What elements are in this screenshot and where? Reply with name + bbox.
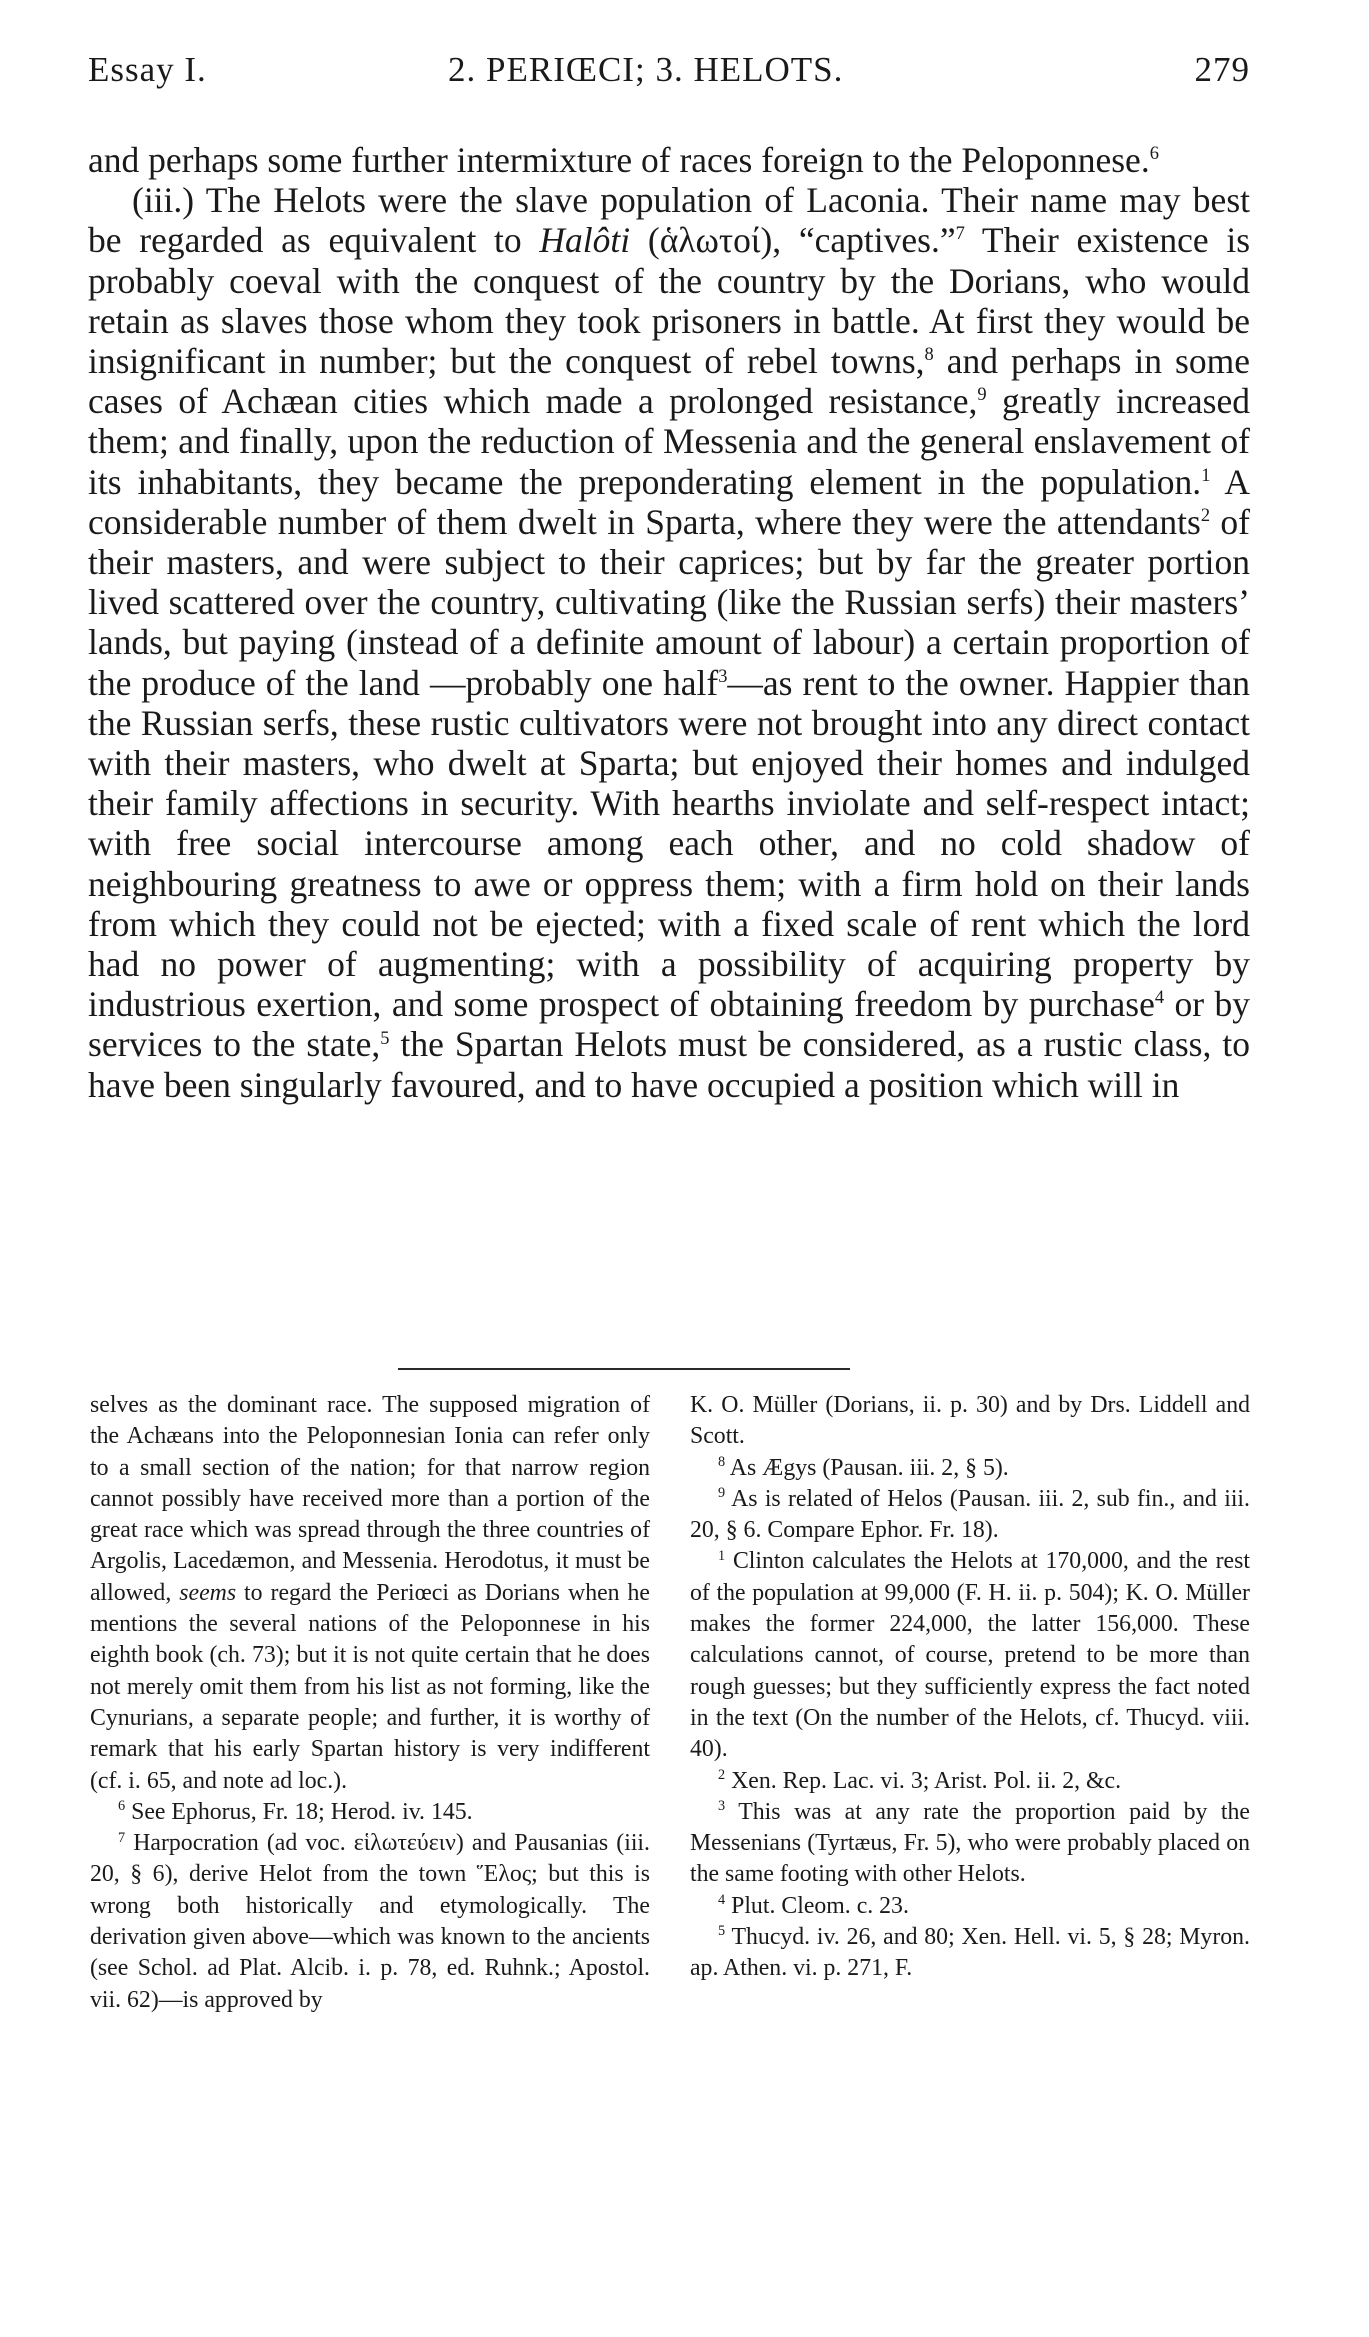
- footnote-ref: 3: [718, 665, 728, 686]
- footnote-5: $^5$ Thucyd. iv. 26, and 80; Xen. Hell. vi. 5, § 28; Myron. ap. Athen. vi. p. 271, F.: [690, 1923, 1250, 1982]
- footnote-ref: 7: [955, 223, 965, 244]
- term-haloti: Halôti: [539, 220, 631, 261]
- footnote-4: $^4$ Plut. Cleom. c. 23.: [718, 1892, 909, 1919]
- running-header: [88, 50, 1250, 98]
- footnote-continuation-right: K. O. Müller (Dorians, ii. p. 30) and by Drs. Liddell and Scott.: [690, 1392, 1250, 1450]
- footnote-ref: 1: [1201, 464, 1211, 485]
- essay-label: Essay I.: [88, 50, 207, 89]
- footnote-ref: 6: [1149, 143, 1159, 164]
- footnote-ref: 5: [380, 1027, 390, 1048]
- paragraph-helots: (iii.) The Helots were the slave population of Laconia. Their name may best be regarded as equivalent to Halôti (ἁλωτοί), “captives.”$^7$ Their existence is probably coeval with the conquest of the country by the Dorians, who would retain as slaves those whom they took prisoners in battle. At first they would be insignificant in number; but the conquest of rebel towns,$^8$ and perhaps in some cases of Achæan cities which made a prolonged resistance,$^9$ greatly increased them; and finally, upon the reduction of Messenia and the general enslavement of its inhabitants, they became the preponderating element in the population.$^1$ A considerable number of them dwelt in Sparta, where they were the attendants$^2$ of their masters, and were subject to their caprices; but by far the greater portion lived scattered over the country, cultivating (like the Russian serfs) their masters’ lands, but paying (instead of a definite amount of labour) a certain proportion of the produce of the land —probably one half$^3$—as rent to the owner. Happier than the Russian serfs, these rustic cultivators were not brought into any direct contact with their masters, who dwelt at Sparta; but enjoyed their homes and indulged their family affections in security. With hearths inviolate and self-respect intact; with free social intercourse among each other, and no cold shadow of neighbouring greatness to awe or oppress them; with a firm hold on their lands from which they could not be ejected; with a fixed scale of rent which the lord had no power of augmenting; with a possibility of acquiring property by industrious exertion, and some prospect of obtaining freedom by purchase$^4$ or by services to the state,$^5$ the Spartan Helots must be considered, as a rustic class, to have been singularly favoured, and to have occupied a position which will in: [88, 180, 1251, 1105]
- paragraph-continuation: and perhaps some further intermixture of races foreign to the Peloponnese.$^6$: [88, 140, 1159, 180]
- footnote-divider: [398, 1368, 850, 1370]
- footnote-2: $^2$ Xen. Rep. Lac. vi. 3; Arist. Pol. ii. 2, &c.: [718, 1767, 1122, 1794]
- footnote-7: $^7$ Harpocration (ad voc. εἱλωτεύειν) and Pausanias (iii. 20, § 6), derive Helot from the town Ἕλος; but this is wrong both historically and etymologically. The derivation given above—which was known to the ancients (see Schol. ad Plat. Alcib. i. p. 78, ed. Ruhnk.; Apostol. vii. 62)—is approved by: [90, 1829, 650, 2013]
- footnote-ref: 9: [977, 384, 987, 405]
- footnotes-right-column: [690, 1390, 1250, 1985]
- page-number: 279: [1194, 50, 1250, 89]
- section-title: 2. PERIŒCI; 3. HELOTS.: [448, 50, 844, 89]
- footnote-ref: 4: [1154, 987, 1165, 1008]
- footnote-ref: 2: [1200, 504, 1211, 525]
- footnote-8: $^8$ As Ægys (Pausan. iii. 2, § 5).: [718, 1454, 1009, 1481]
- footnote-3: $^3$ This was at any rate the proportion paid by the Messenians (Tyrtæus, Fr. 5), who were probably placed on the same footing with other Helots.: [690, 1798, 1250, 1888]
- main-text: [88, 140, 1250, 1105]
- footnotes-left-column: [90, 1390, 650, 2016]
- footnote-continuation: selves as the dominant race. The supposed migration of the Achæans into the Peloponnesian Ionia can refer only to a small section of the nation; for that narrow region cannot possibly have received more than a portion of the great race which was spread through the three countries of Argolis, Lacedæmon, and Messenia. Herodotus, it must be allowed, seems to regard the Periœci as Dorians when he mentions the several nations of the Peloponnese in his eighth book (ch. 73); but it is not quite certain that he does not merely omit them from his list as not forming, like the Cynurians, a separate people; and further, it is worthy of remark that his early Spartan history is very indifferent (cf. i. 65, and note ad loc.).: [90, 1392, 650, 1794]
- footnote-ref: 8: [924, 344, 934, 365]
- footnote-1: $^1$ Clinton calculates the Helots at 170,000, and the rest of the population at 99,000 (F. H. ii. p. 504); K. O. Müller makes the former 224,000, the latter 156,000. These calculations cannot, of course, pretend to be more than rough guesses; but they sufficiently express the fact noted in the text (On the number of the Helots, cf. Thucyd. viii. 40).: [690, 1547, 1250, 1763]
- footnote-6: $^6$ See Ephorus, Fr. 18; Herod. iv. 145.: [118, 1798, 473, 1825]
- footnote-9: $^9$ As is related of Helos (Pausan. iii. 2, sub fin., and iii. 20, § 6. Compare Ephor. Fr. 18).: [690, 1485, 1250, 1544]
